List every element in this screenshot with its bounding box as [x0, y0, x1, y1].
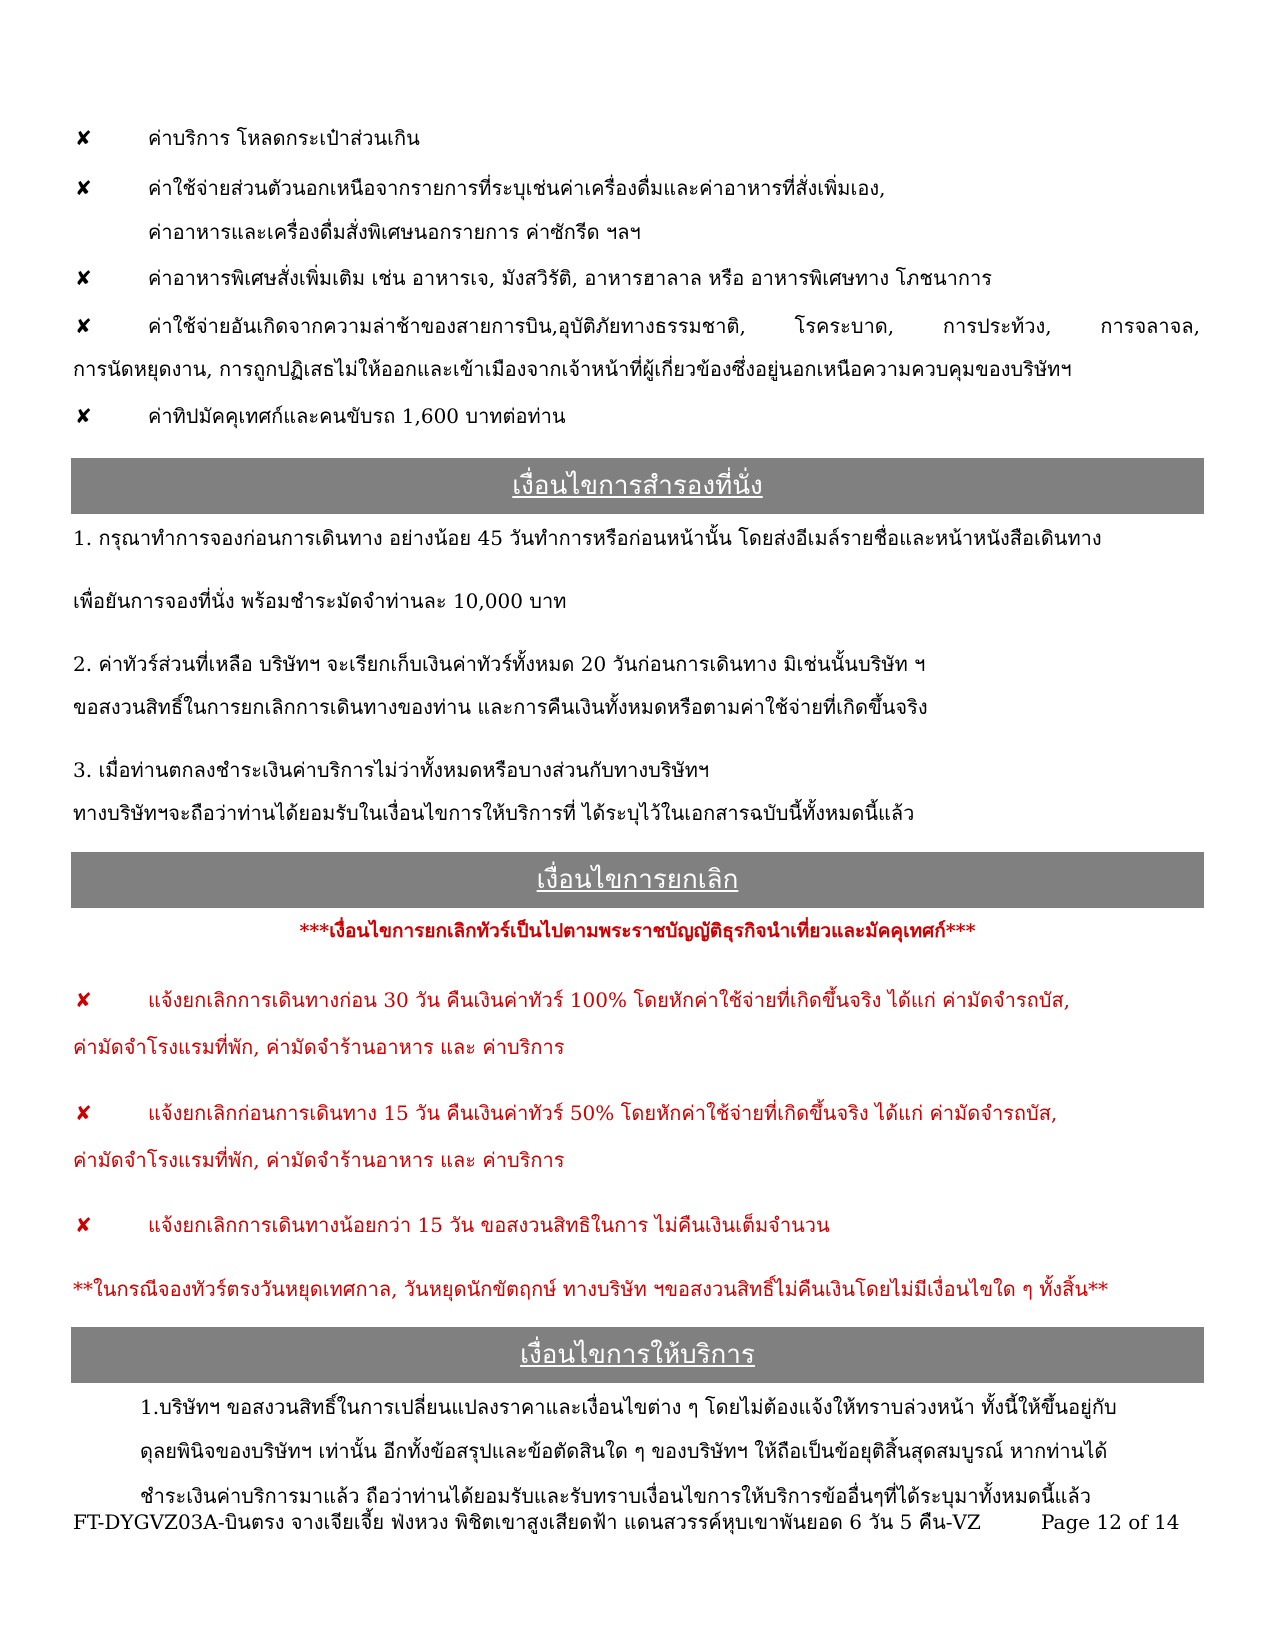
reservation-p2-line-2: ขอสงวนสิทธิ์ในการยกเลิกการเดินทางของท่าน และการคืนเงินทั้งหมดหรือตามค่าใช้จ่ายที่เกิดขึ้นจริง — [73, 695, 928, 719]
service-line-2: ดุลยพินิจของบริษัทฯ เท่านั้น อีกทั้งข้อสรุปและข้อตัดสินใด ๆ ของบริษัทฯ ให้ถือเป็นข้อยุติสิ้นสุดสมบูรณ์ หากท่านได้ — [140, 1439, 1108, 1463]
cancellation-item-3: แจ้งยกเลิกการเดินทางน้อยกว่า 15 วัน ขอสงวนสิทธิในการ ไม่คืนเงินเต็มจำนวน — [148, 1213, 830, 1237]
exclusion-item-2-line-1: ค่าใช้จ่ายส่วนตัวนอกเหนือจากรายการที่ระบุเช่นค่าเครื่องดื่มและค่าอาหารที่สั่งเพิ่มเอง, — [148, 176, 886, 200]
exclusion-item-1: ค่าบริการ โหลดกระเป๋าส่วนเกิน — [148, 126, 420, 150]
exclusion-item-2-line-2: ค่าอาหารและเครื่องดื่มสั่งพิเศษนอกรายการ ค่าซักรีด ฯลฯ — [148, 220, 641, 244]
cancellation-item-2-line-2: ค่ามัดจำโรงแรมที่พัก, ค่ามัดจำร้านอาหาร และ ค่าบริการ — [73, 1148, 565, 1172]
exclusion-item-5: ค่าทิปมัคคุเทศก์และคนขับรถ 1,600 บาทต่อท่าน — [148, 404, 566, 428]
exclusion-item-4-line-1: ค่าใช้จ่ายอันเกิดจากความล่าช้าของสายการบิน,อุบัติภัยทางธรรมชาติ, โรคระบาด, การประท้วง, การจลาจล, — [148, 314, 1200, 338]
x-mark-icon: ✘ — [75, 314, 92, 338]
x-mark-icon: ✘ — [75, 1213, 92, 1237]
reservation-p3-line-2: ทางบริษัทฯจะถือว่าท่านได้ยอมรับในเงื่อนไขการให้บริการที่ ได้ระบุไว้ในเอกสารฉบับนี้ทั้งหมดนี้แล้ว — [73, 801, 915, 825]
cancellation-item-2-line-1: แจ้งยกเลิกก่อนการเดินทาง 15 วัน คืนเงินค่าทัวร์ 50% โดยหักค่าใช้จ่ายที่เกิดขึ้นจริง ได้แก่ ค่ามัดจำรถบัส, — [148, 1101, 1058, 1125]
exclusion-item-3: ค่าอาหารพิเศษสั่งเพิ่มเติม เช่น อาหารเจ, มังสวิรัติ, อาหารฮาลาล หรือ อาหารพิเศษทาง โภชนาการ — [148, 266, 992, 290]
reservation-p1-line-1: 1. กรุณาทำการจองก่อนการเดินทาง อย่างน้อย 45 วันทำการหรือก่อนหน้านั้น โดยส่งอีเมล์รายชื่อและหน้าหนังสือเดินทาง — [73, 526, 1102, 550]
cancellation-item-1-line-1: แจ้งยกเลิกการเดินทางก่อน 30 วัน คืนเงินค่าทัวร์ 100% โดยหักค่าใช้จ่ายที่เกิดขึ้นจริง ได้แก่ ค่ามัดจำรถบัส, — [148, 988, 1071, 1012]
x-mark-icon: ✘ — [75, 404, 92, 428]
cancellation-note: **ในกรณีจองทัวร์ตรงวันหยุดเทศกาล, วันหยุดนักขัตฤกษ์ ทางบริษัท ฯขอสงวนสิทธิ์ไม่คืนเงินโดยไม่มีเงื่อนไขใด ๆ ทั้งสิ้น** — [73, 1277, 1109, 1301]
exclusion-item-4-line-2: การนัดหยุดงาน, การถูกปฏิเสธไม่ให้ออกและเข้าเมืองจากเจ้าหน้าที่ผู้เกี่ยวข้องซึ่งอยู่นอกเหนือความควบคุมของบริษัทฯ — [73, 357, 1072, 381]
cancellation-subtitle: ***เงื่อนไขการยกเลิกทัวร์เป็นไปตามพระราชบัญญัติธุรกิจนำเที่ยวและมัคคุเทศก์*** — [299, 920, 976, 942]
x-mark-icon: ✘ — [75, 1101, 92, 1125]
reservation-p2-line-1: 2. ค่าทัวร์ส่วนที่เหลือ บริษัทฯ จะเรียกเก็บเงินค่าทัวร์ทั้งหมด 20 วันก่อนการเดินทาง มิเช่นนั้นบริษัท ฯ — [73, 652, 926, 676]
reservation-p3-line-1: 3. เมื่อท่านตกลงชำระเงินค่าบริการไม่ว่าทั้งหมดหรือบางส่วนกับทางบริษัทฯ — [73, 758, 710, 782]
x-mark-icon: ✘ — [75, 126, 92, 150]
cancellation-item-1-line-2: ค่ามัดจำโรงแรมที่พัก, ค่ามัดจำร้านอาหาร และ ค่าบริการ — [73, 1035, 565, 1059]
section-header-reservation: เงื่อนไขการสำรองที่นั่ง — [71, 458, 1204, 514]
page-number: Page 12 of 14 — [1041, 1510, 1180, 1534]
footer-document-code: FT-DYGVZ03A-บินตรง จางเจียเจี้ย ฟ่งหวง พิชิตเขาสูงเสียดฟ้า แดนสวรรค์หุบเขาพันยอด 6 วัน 5 คืน-VZ — [73, 1510, 981, 1534]
x-mark-icon: ✘ — [75, 988, 92, 1012]
section-header-cancellation: เงื่อนไขการยกเลิก — [71, 852, 1204, 908]
reservation-p1-line-2: เพื่อยันการจองที่นั่ง พร้อมชำระมัดจำท่านละ 10,000 บาท — [73, 589, 567, 613]
service-line-3: ชำระเงินค่าบริการมาแล้ว ถือว่าท่านได้ยอมรับและรับทราบเงื่อนไขการให้บริการข้ออื่นๆที่ได้ระบุมาทั้งหมดนี้แล้ว — [140, 1484, 1091, 1508]
x-mark-icon: ✘ — [75, 176, 92, 200]
x-mark-icon: ✘ — [75, 266, 92, 290]
section-header-service: เงื่อนไขการให้บริการ — [71, 1327, 1204, 1383]
page-footer — [73, 1508, 1203, 1536]
service-line-1: 1.บริษัทฯ ขอสงวนสิทธิ์ในการเปลี่ยนแปลงราคาและเงื่อนไขต่าง ๆ โดยไม่ต้องแจ้งให้ทราบล่วงหน้า ทั้งนี้ให้ขึ้นอยู่กับ — [140, 1395, 1117, 1419]
